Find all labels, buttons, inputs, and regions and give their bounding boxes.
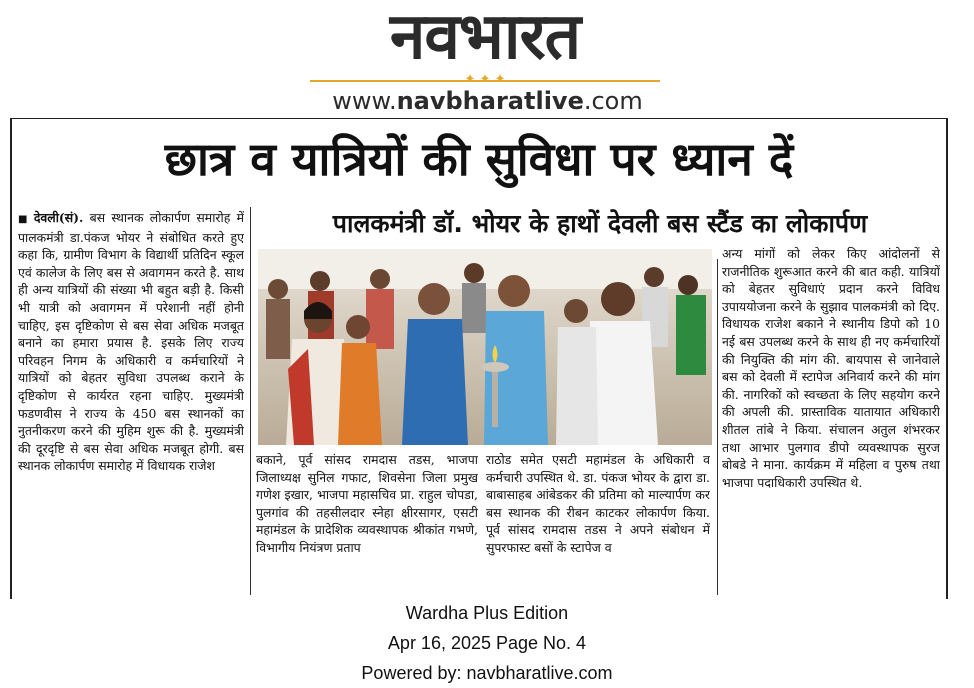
column-1-text: बस स्थानक लोकार्पण समारोह में पालकमंत्री डा.पंकज भोयर ने संबोधित करते हुए कहा कि, ग्रामीण विभाग के विद्यार्थी प्रतिदिन स्कूल एवं कालेज के लिए बस से अवागमन करते है. साथ ही अन्य यात्रियों की संख्या भी बहुत बड़ी है. किसी भी यात्री को अवागमन में परेशानी नहीं होनी चाहिए, इस दृष्टिकोण से बस सेवा अधिक मजबूत बनाने का हमारा प्रयास है. इसके लिए राज्य परिवहन निगम के अधिकारी व कर्मचारियों ने यात्रियों को बेहतर सुविधा उपलब्ध कराने के दृष्टिकोण से कार्यरत रहना चाहिए. मुख्यमंत्री फडणवीस ने राज्य के 450 बस स्थानकों का नुतनीकरण करने की मुहिम शुरू की है. मुख्यमंत्री की दूरदृष्टि से बस सेवा अधिक मजबूत होगी. बस स्थानक लोकार्पण समारोह में विधायक राजेश <box>18 210 244 474</box>
powered-by[interactable]: Powered by: navbharatlive.com <box>361 663 613 683</box>
edition-name: Wardha Plus Edition <box>405 603 569 623</box>
article-headline: छात्र व यात्रियों की सुविधा पर ध्यान दें <box>164 132 794 186</box>
bullet-square-icon: ■ <box>18 214 30 225</box>
masthead <box>0 0 974 118</box>
article-subheadline: पालकमंत्री डॉ. भोयर के हाथों देवली बस स्टैंड का लोकार्पण <box>332 209 868 238</box>
url-brand: navbharatlive <box>396 87 584 115</box>
article-column-2: बकाने, पूर्व सांसद रामदास तडस, भाजपा जिलाध्यक्ष सुनिल गफाट, शिवसेना जिला प्रमुख गणेश इखार, भाजपा महासचिव प्रा. राहुल चोपडा, पुलगांव की तहसीलदार स्नेहा क्षीरसागर, एसटी महामंडल के प्रादेशिक व्यवस्थापक श्रीकांत गभणे, विभागीय नियंत्रण प्रताप <box>256 452 478 555</box>
news-photo-illustration <box>258 249 712 445</box>
news-clipping <box>10 118 948 599</box>
news-photo <box>258 249 712 445</box>
article-column-3: राठोड समेत एसटी महामंडल के अधिकारी व कर्मचारी उपस्थित थे. डा. पंकज भोयर के द्वारा डा. बाबासाहब आंबेडकर की प्रतिमा को माल्यार्पण कर बस स्थानक की रीबन काटकर लोकार्पण किया. पूर्व सांसद रामदास तडस ने अपने संबोधन में सुपरफास्ट बसों के स्टापेज व <box>486 452 710 555</box>
dateline: देवली(सं). <box>33 210 84 225</box>
edition-footer <box>0 598 974 688</box>
article-column-1 <box>18 209 244 595</box>
site-url[interactable] <box>305 86 670 116</box>
column-divider <box>250 207 251 595</box>
url-prefix: www. <box>332 87 397 115</box>
article-column-4: अन्य मांगों को लेकर किए आंदोलनों से राजनीतिक शुरूआत करने की बात कही. यात्रियों को बेहतर सुविधाएं प्रदान करने विविध उपाययोजना करने के सुझाव पालकमंत्री को दिए. विधायक राजेश बकाने ने स्थानीय डिपो को 10 नई बस उपलब्ध करने के साथ ही नए कर्मचारियों की नियुक्ति की मांग की. बायपास से जानेवाले बस को देवली में स्टापेज अनिवार्य करने की मांग की. नागरिकों को स्वच्छता के लिए सहयोग करने की अपली की. प्रास्ताविक यातायात अधिकारी शीतल तांबे ने किया. संचालन अतुल शंभरकर तथा आभार पुलगाव डीपो व्यवस्थापक सुरज बोबडे ने माना. कार्यक्रम में महिला व पुरुष तथा भाजपा पदाधिकारी उपस्थित थे. <box>722 246 940 490</box>
logo-underline <box>310 80 660 82</box>
edition-date-page: Apr 16, 2025 Page No. 4 <box>387 633 587 653</box>
newspaper-logo: नवभारत <box>389 0 581 74</box>
url-suffix: .com <box>583 87 643 115</box>
column-divider <box>717 259 718 595</box>
